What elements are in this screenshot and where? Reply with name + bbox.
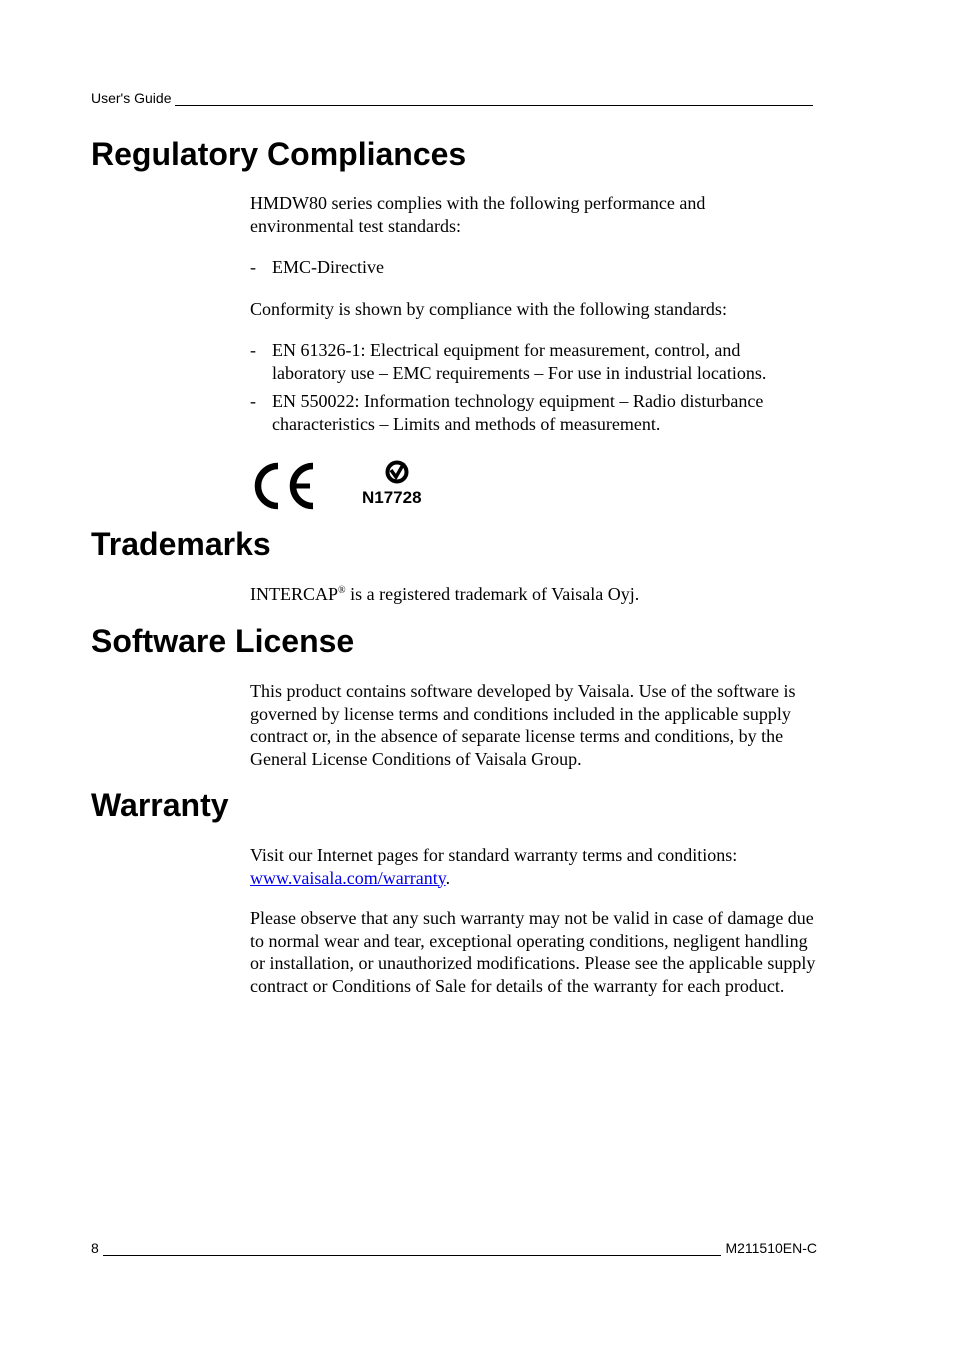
header-rule <box>175 91 813 106</box>
software-license-text: This product contains software developed by Vaisala. Use of the software is governed by license terms and conditions included in the applicable supply contract or, in the absence of separate license terms and conditions, by the General License Conditions of Vaisala Group. <box>250 681 796 769</box>
heading-warranty: Warranty <box>91 787 229 823</box>
page-number: 8 <box>91 1240 99 1256</box>
footer-rule <box>103 1241 722 1256</box>
trademark-text: INTERCAP® is a registered trademark of Vaisala Oyj. <box>250 584 640 604</box>
heading-regulatory-compliances: Regulatory Compliances <box>91 136 467 172</box>
directive-item: - EMC-Directive <box>250 257 384 277</box>
standard-text: EN 550022: Information technology equipment – Radio disturbance characteristics – Limits and methods of measurement. <box>272 391 764 434</box>
regulatory-body <box>250 192 825 435</box>
page-header <box>91 90 813 106</box>
trademarks-body <box>250 583 825 606</box>
standard-item: - EN 550022: Information technology equipment – Radio disturbance characteristics – Limits and methods of measurement. <box>250 390 810 435</box>
directive-text: EMC-Directive <box>272 257 384 277</box>
c-tick-icon <box>360 460 410 490</box>
c-tick-code: N17728 <box>362 488 422 507</box>
warranty-note: Please observe that any such warranty may not be valid in case of damage due to normal wear and tear, exceptional operating conditions, negligent handling or installation, or unauthorized modifications. Please see the applicable supply contract or Conditions of Sale for details of the warranty for each product. <box>250 908 816 996</box>
compliance-logos <box>250 460 450 512</box>
heading-trademarks: Trademarks <box>91 526 271 562</box>
warranty-link[interactable]: www.vaisala.com/warranty <box>250 867 446 888</box>
header-title: User's Guide <box>91 90 172 106</box>
software-license-body <box>250 680 826 770</box>
warranty-body <box>250 844 820 997</box>
warranty-visit: Visit our Internet pages for standard warranty terms and conditions: www.vaisala.com/warranty. <box>250 845 738 888</box>
standard-text: EN 61326-1: Electrical equipment for measurement, control, and laboratory use – EMC requirements – For use in industrial locations. <box>272 340 767 383</box>
page-footer <box>91 1240 817 1256</box>
heading-software-license: Software License <box>91 623 355 659</box>
standard-item: - EN 61326-1: Electrical equipment for measurement, control, and laboratory use – EMC requirements – For use in industrial locations. <box>250 339 810 384</box>
conformity-text: Conformity is shown by compliance with the following standards: <box>250 298 727 319</box>
regulatory-intro: HMDW80 series complies with the following performance and environmental test standards: <box>250 193 706 236</box>
doc-code: M211510EN-C <box>725 1240 817 1256</box>
